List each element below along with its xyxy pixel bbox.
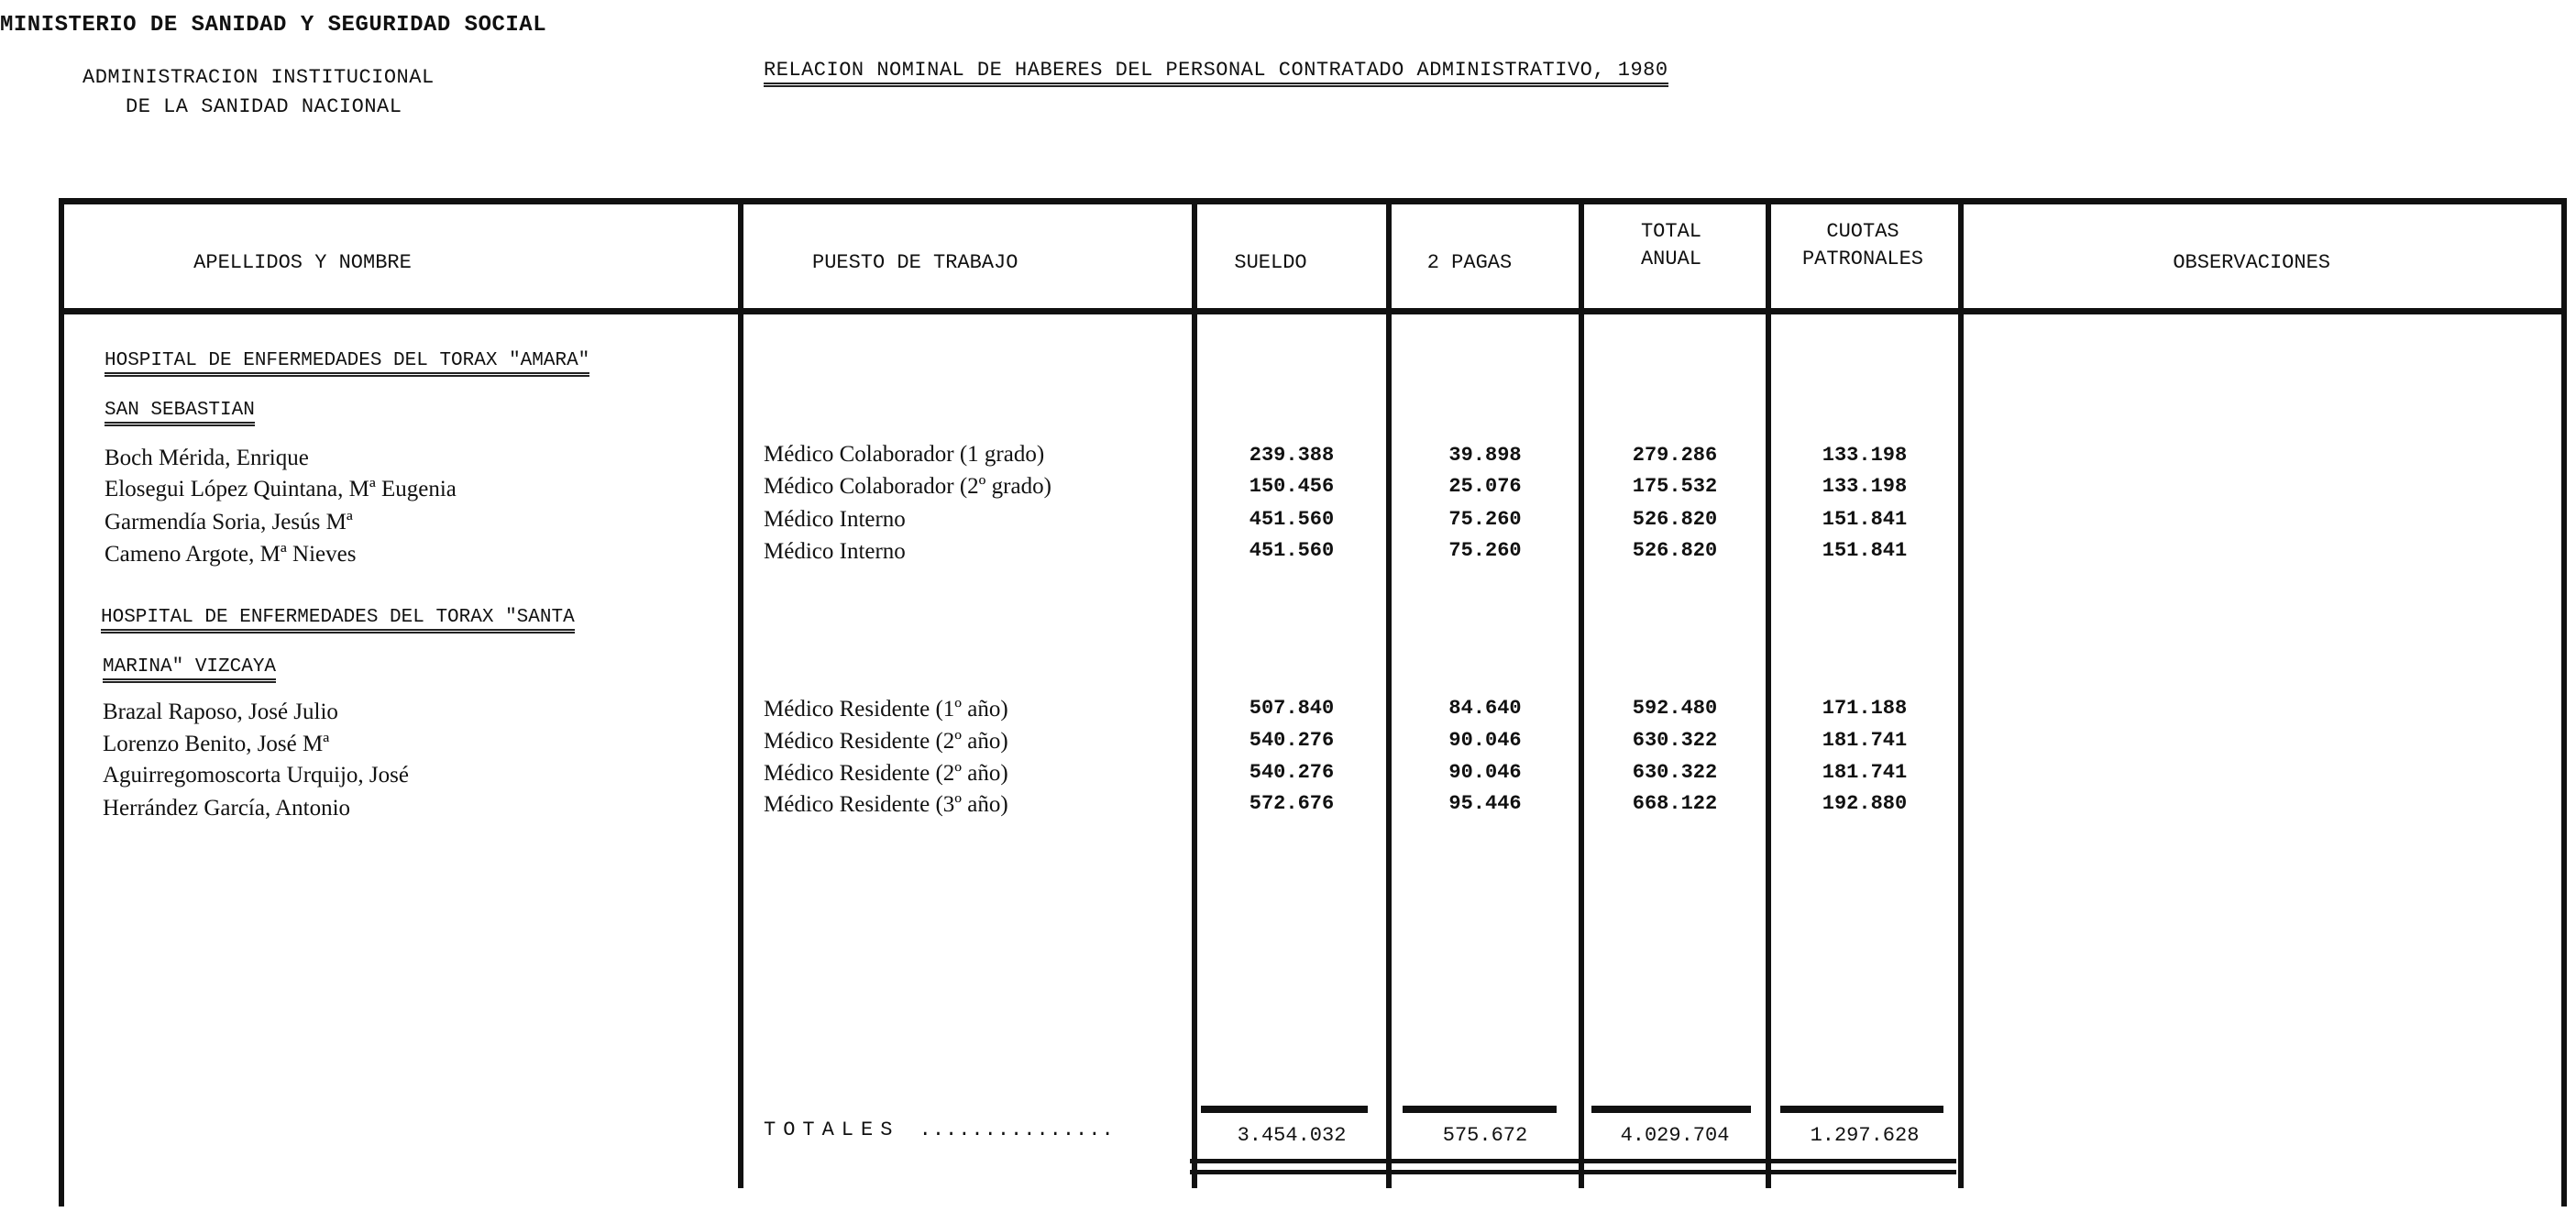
col-divider-salary xyxy=(1386,198,1392,1188)
job-post: Médico Interno xyxy=(764,539,906,564)
two-pays-value: 75.260 xyxy=(1448,539,1522,562)
quotas-value: 151.841 xyxy=(1822,508,1908,531)
col-header-salary: SUELDO xyxy=(1234,251,1307,274)
quotas-value: 181.741 xyxy=(1822,761,1908,784)
totals-bottom-rule xyxy=(1190,1159,1956,1163)
section-title xyxy=(105,350,589,371)
totals-rule xyxy=(1403,1106,1557,1113)
two-pays-value: 25.076 xyxy=(1448,475,1522,498)
admin-heading-line1: ADMINISTRACION INSTITUCIONAL xyxy=(83,66,435,89)
job-post: Médico Residente (2º año) xyxy=(764,761,1008,786)
employee-name: Lorenzo Benito, José Mª xyxy=(103,732,330,756)
section-title-line1: HOSPITAL DE ENFERMEDADES DEL TORAX "AMARA" xyxy=(105,350,589,377)
employee-name: Boch Mérida, Enrique xyxy=(105,446,309,470)
col-divider-quotas xyxy=(1958,198,1964,1188)
salary-value: 540.276 xyxy=(1249,729,1335,752)
table-top-border xyxy=(59,198,2567,204)
col-divider-name xyxy=(738,198,743,1188)
quotas-value: 181.741 xyxy=(1822,729,1908,752)
salary-value: 572.676 xyxy=(1249,792,1335,815)
col-header-quotas-line2: PATRONALES xyxy=(1801,248,1924,270)
job-post: Médico Colaborador (2º grado) xyxy=(764,474,1051,499)
job-post: Médico Residente (2º año) xyxy=(764,729,1008,754)
col-header-total-line1: TOTAL xyxy=(1640,220,1701,243)
salary-value: 507.840 xyxy=(1249,697,1335,720)
salary-value: 150.456 xyxy=(1249,475,1335,498)
col-header-post: PUESTO DE TRABAJO xyxy=(812,251,1018,274)
col-header-observations: OBSERVACIONES xyxy=(2173,251,2330,274)
col-divider-right xyxy=(2561,198,2567,1206)
total-value: 526.820 xyxy=(1632,508,1718,531)
totals-quotas: 1.297.628 xyxy=(1810,1124,1920,1147)
salary-value: 451.560 xyxy=(1249,539,1335,562)
job-post: Médico Interno xyxy=(764,507,906,532)
total-value: 175.532 xyxy=(1632,475,1718,498)
totals-total: 4.029.704 xyxy=(1620,1124,1730,1147)
totals-salary: 3.454.032 xyxy=(1237,1124,1347,1147)
two-pays-value: 90.046 xyxy=(1448,761,1522,784)
employee-name: Brazal Raposo, José Julio xyxy=(103,700,338,724)
col-header-two-pays: 2 PAGAS xyxy=(1426,251,1513,274)
two-pays-value: 39.898 xyxy=(1448,444,1522,467)
total-value: 279.286 xyxy=(1632,444,1718,467)
section-subtitle xyxy=(105,400,255,421)
job-post: Médico Residente (3º año) xyxy=(764,792,1008,817)
quotas-value: 151.841 xyxy=(1822,539,1908,562)
quotas-value: 133.198 xyxy=(1822,444,1908,467)
salary-value: 451.560 xyxy=(1249,508,1335,531)
salary-value: 540.276 xyxy=(1249,761,1335,784)
totals-label-text: TOTALES xyxy=(764,1118,900,1141)
totals-rule xyxy=(1201,1106,1368,1113)
col-header-quotas-line1: CUOTAS xyxy=(1826,220,1899,243)
employee-name: Cameno Argote, Mª Nieves xyxy=(105,542,357,567)
ministry-heading: MINISTERIO DE SANIDAD Y SEGURIDAD SOCIAL xyxy=(0,13,547,38)
col-divider-total xyxy=(1766,198,1771,1188)
col-header-quotas xyxy=(1771,218,1954,273)
col-header-total-line2: ANUAL xyxy=(1640,248,1701,270)
totals-dots: ............... xyxy=(919,1118,1115,1141)
salary-value: 239.388 xyxy=(1249,444,1335,467)
total-value: 592.480 xyxy=(1632,697,1718,720)
totals-rule xyxy=(1591,1106,1751,1113)
col-header-name: APELLIDOS Y NOMBRE xyxy=(193,251,412,274)
employee-name: Herrández García, Antonio xyxy=(103,796,351,821)
employee-name: Garmendía Soria, Jesús Mª xyxy=(105,510,353,534)
admin-heading-line2: DE LA SANIDAD NACIONAL xyxy=(126,95,402,118)
section-title xyxy=(101,607,575,628)
totals-bottom-rule xyxy=(1190,1170,1956,1174)
job-post: Médico Residente (1º año) xyxy=(764,697,1008,722)
document-title xyxy=(764,59,1668,82)
employee-name: Elosegui López Quintana, Mª Eugenia xyxy=(105,477,457,501)
employee-name: Aguirregomoscorta Urquijo, José xyxy=(103,763,409,788)
section-subtitle xyxy=(103,656,276,678)
col-divider-pays xyxy=(1579,198,1584,1188)
total-value: 668.122 xyxy=(1632,792,1718,815)
totals-label xyxy=(764,1118,1115,1141)
quotas-value: 133.198 xyxy=(1822,475,1908,498)
job-post: Médico Colaborador (1 grado) xyxy=(764,442,1045,467)
section-title-line2: MARINA" VIZCAYA xyxy=(103,656,276,683)
two-pays-value: 90.046 xyxy=(1448,729,1522,752)
section-title-line2: SAN SEBASTIAN xyxy=(105,400,255,426)
col-header-total xyxy=(1584,218,1758,273)
table-header-border xyxy=(59,308,2567,314)
two-pays-value: 84.640 xyxy=(1448,697,1522,720)
quotas-value: 171.188 xyxy=(1822,697,1908,720)
totals-two-pays: 575.672 xyxy=(1442,1124,1528,1147)
two-pays-value: 95.446 xyxy=(1448,792,1522,815)
two-pays-value: 75.260 xyxy=(1448,508,1522,531)
total-value: 630.322 xyxy=(1632,761,1718,784)
col-divider-post xyxy=(1192,198,1197,1188)
document-title-text: RELACION NOMINAL DE HABERES DEL PERSONAL CONTRATADO ADMINISTRATIVO, 1980 xyxy=(764,59,1668,87)
total-value: 630.322 xyxy=(1632,729,1718,752)
col-divider-left xyxy=(59,198,64,1206)
totals-rule xyxy=(1780,1106,1943,1113)
quotas-value: 192.880 xyxy=(1822,792,1908,815)
section-title-line1: HOSPITAL DE ENFERMEDADES DEL TORAX "SANTA xyxy=(101,607,575,634)
total-value: 526.820 xyxy=(1632,539,1718,562)
